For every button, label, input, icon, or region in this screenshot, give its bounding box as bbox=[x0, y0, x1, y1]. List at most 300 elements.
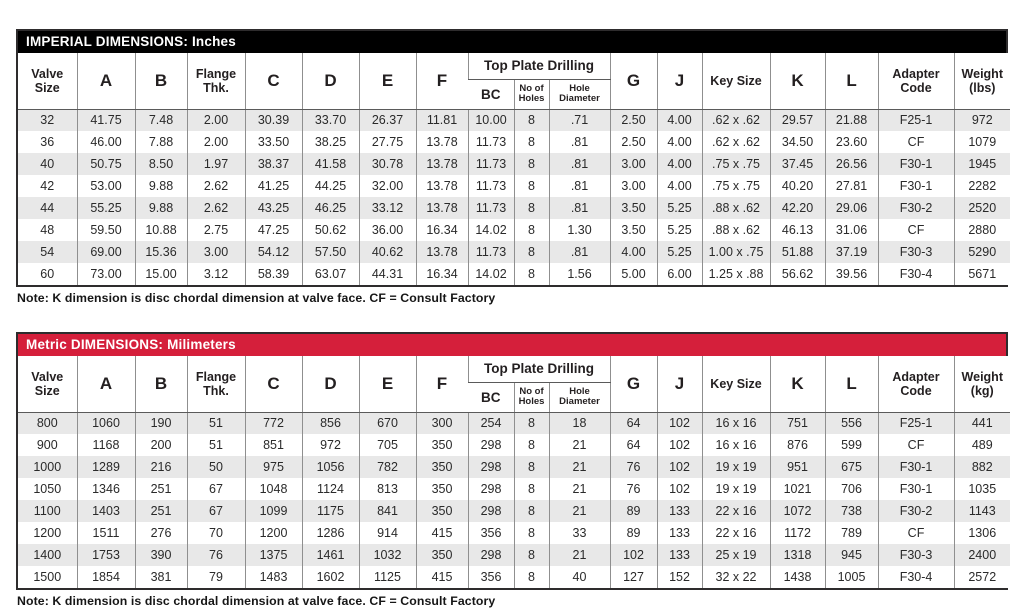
cell: 4.00 bbox=[657, 109, 702, 131]
metric-table-body bbox=[18, 412, 1010, 588]
cell: 1056 bbox=[302, 456, 359, 478]
cell: F30-1 bbox=[878, 175, 954, 197]
cell: 32 x 22 bbox=[702, 566, 770, 588]
cell: 67 bbox=[187, 500, 245, 522]
cell: 782 bbox=[359, 456, 416, 478]
cell: 1021 bbox=[770, 478, 825, 500]
cell: 58.39 bbox=[245, 263, 302, 285]
cell: 3.50 bbox=[610, 219, 657, 241]
cell: .81 bbox=[549, 153, 610, 175]
cell: 1050 bbox=[18, 478, 77, 500]
cell: 70 bbox=[187, 522, 245, 544]
cell: 38.37 bbox=[245, 153, 302, 175]
cell: 876 bbox=[770, 434, 825, 456]
cell: .71 bbox=[549, 109, 610, 131]
cell: 27.81 bbox=[825, 175, 878, 197]
cell: 21.88 bbox=[825, 109, 878, 131]
column-header-bc: BC bbox=[468, 79, 514, 109]
cell: 46.25 bbox=[302, 197, 359, 219]
cell: 34.50 bbox=[770, 131, 825, 153]
cell: 441 bbox=[954, 412, 1010, 434]
column-header-key-size: Key Size bbox=[702, 53, 770, 109]
cell: F30-1 bbox=[878, 456, 954, 478]
cell: 21 bbox=[549, 544, 610, 566]
cell: 26.56 bbox=[825, 153, 878, 175]
column-header-l: L bbox=[825, 356, 878, 412]
cell: 356 bbox=[468, 566, 514, 588]
cell: 16 x 16 bbox=[702, 434, 770, 456]
cell: 1175 bbox=[302, 500, 359, 522]
cell: .81 bbox=[549, 175, 610, 197]
cell: 33 bbox=[549, 522, 610, 544]
cell: 42.20 bbox=[770, 197, 825, 219]
cell: 1483 bbox=[245, 566, 302, 588]
column-header-top-plate-drilling: Top Plate Drilling bbox=[468, 53, 610, 79]
cell: 1.30 bbox=[549, 219, 610, 241]
cell: 4.00 bbox=[657, 131, 702, 153]
cell: 298 bbox=[468, 544, 514, 566]
table-row bbox=[18, 412, 1010, 434]
cell: 772 bbox=[245, 412, 302, 434]
cell: 1289 bbox=[77, 456, 135, 478]
cell: 44.31 bbox=[359, 263, 416, 285]
column-header-weight: Weight (lbs) bbox=[954, 53, 1010, 109]
cell: 556 bbox=[825, 412, 878, 434]
cell: 8 bbox=[514, 544, 549, 566]
cell: 46.13 bbox=[770, 219, 825, 241]
cell: 14.02 bbox=[468, 263, 514, 285]
column-header-no-of-holes: No of Holes bbox=[514, 79, 549, 109]
cell: 972 bbox=[302, 434, 359, 456]
cell: 415 bbox=[416, 522, 468, 544]
cell: 8 bbox=[514, 412, 549, 434]
imperial-dimensions-section bbox=[16, 29, 1008, 305]
cell: 3.50 bbox=[610, 197, 657, 219]
cell: 32.00 bbox=[359, 175, 416, 197]
cell: 43.25 bbox=[245, 197, 302, 219]
table-row bbox=[18, 478, 1010, 500]
cell: 29.57 bbox=[770, 109, 825, 131]
cell: 21 bbox=[549, 500, 610, 522]
cell: 1200 bbox=[18, 522, 77, 544]
cell: .88 x .62 bbox=[702, 219, 770, 241]
cell: 133 bbox=[657, 500, 702, 522]
column-header-f: F bbox=[416, 356, 468, 412]
cell: 841 bbox=[359, 500, 416, 522]
cell: CF bbox=[878, 219, 954, 241]
cell: 16.34 bbox=[416, 263, 468, 285]
cell: 54 bbox=[18, 241, 77, 263]
cell: .62 x .62 bbox=[702, 109, 770, 131]
cell: 670 bbox=[359, 412, 416, 434]
cell: 11.73 bbox=[468, 197, 514, 219]
column-header-c: C bbox=[245, 53, 302, 109]
cell: 21 bbox=[549, 456, 610, 478]
cell: 133 bbox=[657, 522, 702, 544]
cell: 1461 bbox=[302, 544, 359, 566]
cell: F30-3 bbox=[878, 241, 954, 263]
cell: 51 bbox=[187, 434, 245, 456]
table-row bbox=[18, 522, 1010, 544]
cell: 8 bbox=[514, 263, 549, 285]
column-header-k: K bbox=[770, 53, 825, 109]
cell: 2400 bbox=[954, 544, 1010, 566]
cell: 67 bbox=[187, 478, 245, 500]
cell: 5.25 bbox=[657, 219, 702, 241]
cell: 2.50 bbox=[610, 131, 657, 153]
column-header-adapter-code: Adapter Code bbox=[878, 53, 954, 109]
cell: 2.75 bbox=[187, 219, 245, 241]
table-row bbox=[18, 197, 1010, 219]
table-row bbox=[18, 219, 1010, 241]
imperial-table-wrap bbox=[16, 29, 1008, 287]
cell: 1172 bbox=[770, 522, 825, 544]
cell: 19 x 19 bbox=[702, 478, 770, 500]
cell: 350 bbox=[416, 456, 468, 478]
cell: F30-3 bbox=[878, 544, 954, 566]
cell: 415 bbox=[416, 566, 468, 588]
cell: 6.00 bbox=[657, 263, 702, 285]
cell: 1346 bbox=[77, 478, 135, 500]
column-header-f: F bbox=[416, 53, 468, 109]
cell: 40.20 bbox=[770, 175, 825, 197]
cell: 13.78 bbox=[416, 175, 468, 197]
cell: 7.48 bbox=[135, 109, 187, 131]
table-row bbox=[18, 263, 1010, 285]
cell: 3.00 bbox=[187, 241, 245, 263]
cell: F30-4 bbox=[878, 263, 954, 285]
cell: F30-1 bbox=[878, 478, 954, 500]
cell: 254 bbox=[468, 412, 514, 434]
cell: 1318 bbox=[770, 544, 825, 566]
column-header-no-of-holes: No of Holes bbox=[514, 382, 549, 412]
cell: 5671 bbox=[954, 263, 1010, 285]
cell: 37.45 bbox=[770, 153, 825, 175]
cell: 1060 bbox=[77, 412, 135, 434]
cell: 39.56 bbox=[825, 263, 878, 285]
cell: 54.12 bbox=[245, 241, 302, 263]
column-header-k: K bbox=[770, 356, 825, 412]
cell: 738 bbox=[825, 500, 878, 522]
cell: 675 bbox=[825, 456, 878, 478]
cell: 38.25 bbox=[302, 131, 359, 153]
cell: 11.73 bbox=[468, 241, 514, 263]
cell: 47.25 bbox=[245, 219, 302, 241]
cell: 2520 bbox=[954, 197, 1010, 219]
cell: 216 bbox=[135, 456, 187, 478]
cell: 13.78 bbox=[416, 153, 468, 175]
cell: F30-2 bbox=[878, 197, 954, 219]
cell: 8 bbox=[514, 456, 549, 478]
table-row bbox=[18, 544, 1010, 566]
cell: F30-4 bbox=[878, 566, 954, 588]
cell: 50.62 bbox=[302, 219, 359, 241]
cell: 41.25 bbox=[245, 175, 302, 197]
cell: 1000 bbox=[18, 456, 77, 478]
cell: 800 bbox=[18, 412, 77, 434]
cell: 44.25 bbox=[302, 175, 359, 197]
cell: .62 x .62 bbox=[702, 131, 770, 153]
cell: 56.62 bbox=[770, 263, 825, 285]
cell: 751 bbox=[770, 412, 825, 434]
cell: 1100 bbox=[18, 500, 77, 522]
cell: 1079 bbox=[954, 131, 1010, 153]
cell: 8 bbox=[514, 175, 549, 197]
column-header-e: E bbox=[359, 53, 416, 109]
cell: 16 x 16 bbox=[702, 412, 770, 434]
cell: 5.25 bbox=[657, 241, 702, 263]
cell: 8 bbox=[514, 153, 549, 175]
table-row bbox=[18, 566, 1010, 588]
cell: 44 bbox=[18, 197, 77, 219]
cell: .75 x .75 bbox=[702, 153, 770, 175]
table-row bbox=[18, 153, 1010, 175]
cell: 882 bbox=[954, 456, 1010, 478]
cell: 8 bbox=[514, 500, 549, 522]
cell: F30-1 bbox=[878, 153, 954, 175]
cell: 1099 bbox=[245, 500, 302, 522]
cell: 21 bbox=[549, 434, 610, 456]
cell: 11.73 bbox=[468, 131, 514, 153]
cell: 13.78 bbox=[416, 197, 468, 219]
metric-dimensions-section bbox=[16, 332, 1008, 608]
cell: 14.02 bbox=[468, 219, 514, 241]
cell: 31.06 bbox=[825, 219, 878, 241]
cell: 50.75 bbox=[77, 153, 135, 175]
cell: 1032 bbox=[359, 544, 416, 566]
cell: 350 bbox=[416, 478, 468, 500]
cell: .75 x .75 bbox=[702, 175, 770, 197]
cell: F30-2 bbox=[878, 500, 954, 522]
cell: 1854 bbox=[77, 566, 135, 588]
cell: 2880 bbox=[954, 219, 1010, 241]
column-header-top-plate-drilling: Top Plate Drilling bbox=[468, 356, 610, 382]
cell: 48 bbox=[18, 219, 77, 241]
cell: 33.70 bbox=[302, 109, 359, 131]
column-header-d: D bbox=[302, 53, 359, 109]
cell: 3.00 bbox=[610, 175, 657, 197]
column-header-a: A bbox=[77, 53, 135, 109]
cell: 51 bbox=[187, 412, 245, 434]
column-header-weight: Weight (kg) bbox=[954, 356, 1010, 412]
cell: 2.00 bbox=[187, 109, 245, 131]
cell: 300 bbox=[416, 412, 468, 434]
cell: 1124 bbox=[302, 478, 359, 500]
cell: 8 bbox=[514, 241, 549, 263]
cell: 4.00 bbox=[610, 241, 657, 263]
cell: 8 bbox=[514, 566, 549, 588]
cell: 298 bbox=[468, 434, 514, 456]
cell: 1.97 bbox=[187, 153, 245, 175]
cell: 1035 bbox=[954, 478, 1010, 500]
cell: 851 bbox=[245, 434, 302, 456]
cell: 8 bbox=[514, 197, 549, 219]
cell: 102 bbox=[657, 412, 702, 434]
column-header-hole-diameter: Hole Diameter bbox=[549, 79, 610, 109]
cell: 152 bbox=[657, 566, 702, 588]
column-header-key-size: Key Size bbox=[702, 356, 770, 412]
cell: 11.73 bbox=[468, 175, 514, 197]
cell: F25-1 bbox=[878, 412, 954, 434]
cell: 3.00 bbox=[610, 153, 657, 175]
cell: 55.25 bbox=[77, 197, 135, 219]
cell: 1200 bbox=[245, 522, 302, 544]
cell: 1753 bbox=[77, 544, 135, 566]
cell: 1048 bbox=[245, 478, 302, 500]
table-row bbox=[18, 434, 1010, 456]
cell: 951 bbox=[770, 456, 825, 478]
column-header-flange-thk: Flange Thk. bbox=[187, 356, 245, 412]
cell: 64 bbox=[610, 434, 657, 456]
cell: 22 x 16 bbox=[702, 522, 770, 544]
column-header-adapter-code: Adapter Code bbox=[878, 356, 954, 412]
cell: 127 bbox=[610, 566, 657, 588]
cell: 8.50 bbox=[135, 153, 187, 175]
column-header-valve-size: Valve Size bbox=[18, 356, 77, 412]
cell: 2.50 bbox=[610, 109, 657, 131]
cell: 79 bbox=[187, 566, 245, 588]
cell: 8 bbox=[514, 219, 549, 241]
cell: 89 bbox=[610, 522, 657, 544]
cell: 972 bbox=[954, 109, 1010, 131]
cell: 298 bbox=[468, 456, 514, 478]
cell: 276 bbox=[135, 522, 187, 544]
table-row bbox=[18, 131, 1010, 153]
cell: 102 bbox=[657, 434, 702, 456]
cell: 42 bbox=[18, 175, 77, 197]
cell: 5.00 bbox=[610, 263, 657, 285]
cell: 133 bbox=[657, 544, 702, 566]
cell: 1945 bbox=[954, 153, 1010, 175]
cell: 63.07 bbox=[302, 263, 359, 285]
cell: 1306 bbox=[954, 522, 1010, 544]
cell: 2.62 bbox=[187, 175, 245, 197]
column-header-valve-size: Valve Size bbox=[18, 53, 77, 109]
column-header-g: G bbox=[610, 53, 657, 109]
table-row bbox=[18, 109, 1010, 131]
cell: 190 bbox=[135, 412, 187, 434]
cell: 8 bbox=[514, 522, 549, 544]
cell: 29.06 bbox=[825, 197, 878, 219]
cell: 27.75 bbox=[359, 131, 416, 153]
cell: 856 bbox=[302, 412, 359, 434]
cell: 9.88 bbox=[135, 175, 187, 197]
cell: 23.60 bbox=[825, 131, 878, 153]
cell: 41.58 bbox=[302, 153, 359, 175]
metric-table-title-bar bbox=[18, 334, 1006, 356]
cell: 40 bbox=[549, 566, 610, 588]
table-row bbox=[18, 175, 1010, 197]
cell: 1602 bbox=[302, 566, 359, 588]
cell: 76 bbox=[610, 478, 657, 500]
cell: 1500 bbox=[18, 566, 77, 588]
cell: 18 bbox=[549, 412, 610, 434]
cell: 2.62 bbox=[187, 197, 245, 219]
column-header-j: J bbox=[657, 356, 702, 412]
cell: 76 bbox=[610, 456, 657, 478]
cell: 8 bbox=[514, 478, 549, 500]
column-header-a: A bbox=[77, 356, 135, 412]
cell: 706 bbox=[825, 478, 878, 500]
cell: 1403 bbox=[77, 500, 135, 522]
column-header-hole-diameter: Hole Diameter bbox=[549, 382, 610, 412]
cell: 350 bbox=[416, 434, 468, 456]
cell: 1168 bbox=[77, 434, 135, 456]
cell: 200 bbox=[135, 434, 187, 456]
cell: 8 bbox=[514, 109, 549, 131]
cell: 4.00 bbox=[657, 153, 702, 175]
cell: 900 bbox=[18, 434, 77, 456]
cell: 1143 bbox=[954, 500, 1010, 522]
cell: F25-1 bbox=[878, 109, 954, 131]
column-header-bc: BC bbox=[468, 382, 514, 412]
column-header-l: L bbox=[825, 53, 878, 109]
cell: 1375 bbox=[245, 544, 302, 566]
cell: 102 bbox=[657, 478, 702, 500]
cell: 41.75 bbox=[77, 109, 135, 131]
cell: 10.88 bbox=[135, 219, 187, 241]
cell: 2572 bbox=[954, 566, 1010, 588]
cell: 11.73 bbox=[468, 153, 514, 175]
cell: 59.50 bbox=[77, 219, 135, 241]
cell: 73.00 bbox=[77, 263, 135, 285]
cell: 251 bbox=[135, 500, 187, 522]
cell: 32 bbox=[18, 109, 77, 131]
cell: 298 bbox=[468, 478, 514, 500]
cell: 813 bbox=[359, 478, 416, 500]
cell: 1.00 x .75 bbox=[702, 241, 770, 263]
cell: 37.19 bbox=[825, 241, 878, 263]
cell: 3.12 bbox=[187, 263, 245, 285]
cell: 2282 bbox=[954, 175, 1010, 197]
imperial-table-title: IMPERIAL DIMENSIONS: Inches bbox=[26, 34, 236, 49]
cell: 15.00 bbox=[135, 263, 187, 285]
cell: 26.37 bbox=[359, 109, 416, 131]
imperial-table-body bbox=[18, 109, 1010, 285]
cell: 8 bbox=[514, 131, 549, 153]
imperial-table-title-bar bbox=[18, 31, 1006, 53]
cell: 21 bbox=[549, 478, 610, 500]
cell: 1400 bbox=[18, 544, 77, 566]
cell: 33.50 bbox=[245, 131, 302, 153]
cell: 2.00 bbox=[187, 131, 245, 153]
cell: 1286 bbox=[302, 522, 359, 544]
table-row bbox=[18, 241, 1010, 263]
cell: 599 bbox=[825, 434, 878, 456]
cell: .81 bbox=[549, 197, 610, 219]
cell: CF bbox=[878, 131, 954, 153]
column-header-flange-thk: Flange Thk. bbox=[187, 53, 245, 109]
cell: .81 bbox=[549, 241, 610, 263]
cell: 381 bbox=[135, 566, 187, 588]
cell: 51.88 bbox=[770, 241, 825, 263]
cell: 102 bbox=[657, 456, 702, 478]
cell: 36.00 bbox=[359, 219, 416, 241]
column-header-g: G bbox=[610, 356, 657, 412]
cell: 69.00 bbox=[77, 241, 135, 263]
imperial-table bbox=[18, 53, 1010, 285]
cell: 25 x 19 bbox=[702, 544, 770, 566]
cell: 57.50 bbox=[302, 241, 359, 263]
metric-table-title: Metric DIMENSIONS: Milimeters bbox=[26, 337, 236, 352]
cell: 350 bbox=[416, 500, 468, 522]
column-header-b: B bbox=[135, 53, 187, 109]
cell: 13.78 bbox=[416, 131, 468, 153]
cell: 1511 bbox=[77, 522, 135, 544]
cell: 4.00 bbox=[657, 175, 702, 197]
imperial-table-note: Note: K dimension is disc chordal dimension at valve face. CF = Consult Factory bbox=[17, 291, 496, 305]
cell: 15.36 bbox=[135, 241, 187, 263]
